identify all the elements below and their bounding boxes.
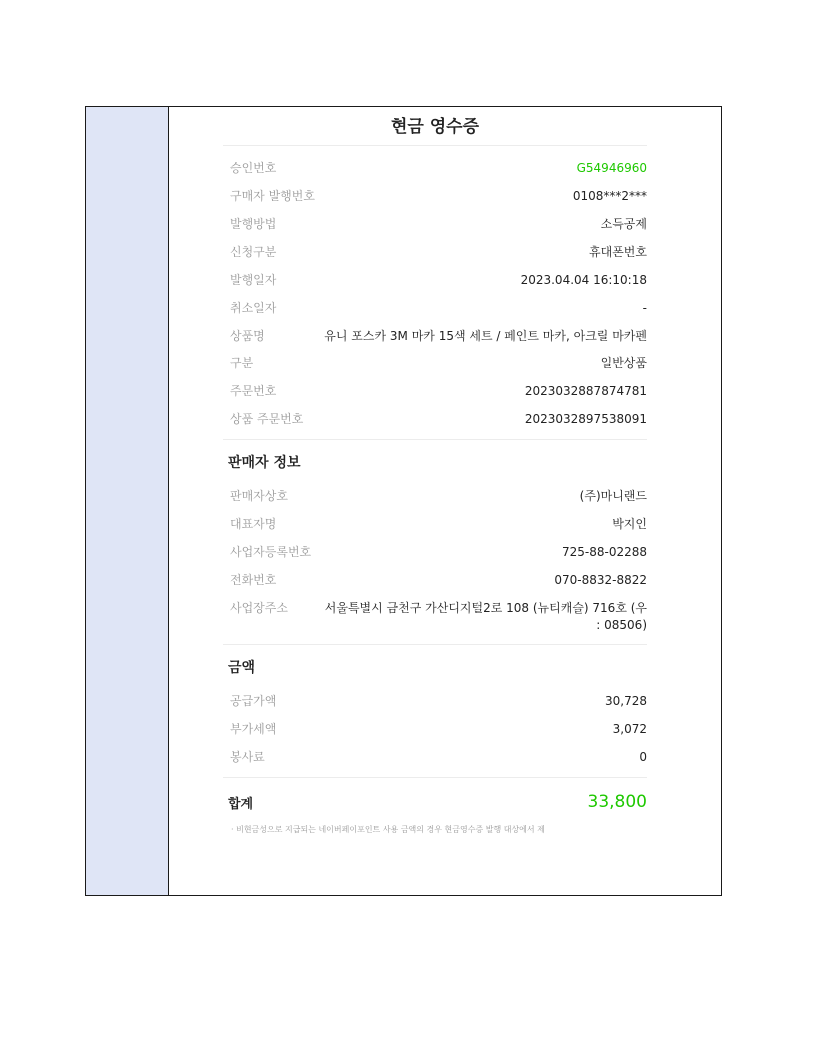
detail-row-product-name: [223, 328, 647, 345]
detail-label: 취소일자: [230, 301, 277, 315]
amount-row-supply: [223, 693, 647, 709]
detail-value: 0: [639, 750, 647, 764]
detail-value: 725-88-02288: [561, 545, 647, 559]
approval-number: G54946960: [576, 161, 647, 175]
detail-label: 구분: [230, 356, 254, 370]
footnote: · 비현금성으로 지급되는 네이버페이포인트 사용 금액의 경우 현금영수증 발행 대상에서 제: [231, 825, 545, 834]
detail-value: 2023.04.04 16:10:18: [520, 273, 647, 287]
seller-row-address: [223, 600, 647, 634]
detail-value: 2023032897538091: [524, 412, 647, 426]
detail-value: 3,072: [612, 722, 647, 736]
detail-row-product-order-number: [223, 411, 647, 427]
amount-row-service-fee: [223, 749, 647, 765]
detail-label: 대표자명: [230, 517, 277, 531]
detail-row-cancel-date: [223, 300, 647, 316]
total-amount: 33,800: [587, 792, 647, 812]
detail-value: 일반상품: [600, 356, 647, 370]
amount-section: [223, 659, 647, 765]
seller-row-business-number: [223, 544, 647, 560]
side-column: [86, 107, 169, 895]
detail-value: 휴대폰번호: [589, 245, 647, 259]
detail-label: 발행일자: [230, 273, 277, 287]
detail-value: 2023032887874781: [524, 384, 647, 398]
detail-label: 전화번호: [230, 573, 277, 587]
detail-row-request-type: [223, 244, 647, 260]
seller-info-section: [223, 454, 647, 634]
detail-label: 공급가액: [230, 694, 277, 708]
detail-label: 상품명: [230, 329, 265, 343]
total-row: [223, 790, 647, 814]
detail-label: 발행방법: [230, 217, 277, 231]
detail-value: 0108***2***: [572, 189, 647, 203]
product-name: 유니 포스카 3M 마카 15색 세트 / 페인트 마카, 아크릴 마카펜: [324, 329, 647, 343]
detail-label: 부가세액: [230, 722, 277, 736]
detail-value: (주)마니랜드: [579, 489, 647, 503]
receipt-title: 현금 영수증: [390, 117, 480, 137]
detail-label: 주문번호: [230, 384, 277, 398]
detail-row-buyer-number: [223, 188, 647, 204]
detail-row-category: [223, 355, 647, 371]
seller-row-phone: [223, 572, 647, 588]
detail-row-approval: [223, 160, 647, 176]
section-title: 판매자 정보: [228, 455, 301, 471]
detail-label: 판매자상호: [230, 489, 288, 503]
detail-value: -: [642, 301, 647, 315]
divider: [223, 777, 647, 778]
seller-row-company: [223, 488, 647, 504]
business-address: 서울특별시 금천구 가산디지털2로 108 (뉴티캐슬) 716호 (우 : 08506): [324, 601, 647, 632]
detail-label: 사업자등록번호: [230, 545, 312, 559]
detail-row-order-number: [223, 383, 647, 399]
divider: [223, 439, 647, 440]
detail-row-issue-method: [223, 216, 647, 232]
detail-label: 사업장주소: [230, 601, 288, 615]
detail-value: 박지인: [612, 517, 647, 531]
detail-row-issue-date: [223, 272, 647, 288]
detail-label: 봉사료: [230, 750, 265, 764]
detail-value: 070-8832-8822: [554, 573, 647, 587]
receipt-details: [223, 160, 647, 427]
divider: [223, 145, 647, 146]
detail-label: 승인번호: [230, 161, 277, 175]
total-label: 합계: [228, 796, 254, 812]
amount-row-vat: [223, 721, 647, 737]
detail-label: 상품 주문번호: [230, 412, 304, 426]
divider: [223, 644, 647, 645]
section-title: 금액: [228, 660, 256, 676]
detail-label: 구매자 발행번호: [230, 189, 315, 203]
cash-receipt: [223, 107, 647, 895]
document-table-frame: [85, 106, 722, 896]
detail-label: 신청구분: [230, 245, 277, 259]
detail-value: 소득공제: [600, 217, 647, 231]
detail-value: 30,728: [605, 694, 647, 708]
seller-row-representative: [223, 516, 647, 532]
